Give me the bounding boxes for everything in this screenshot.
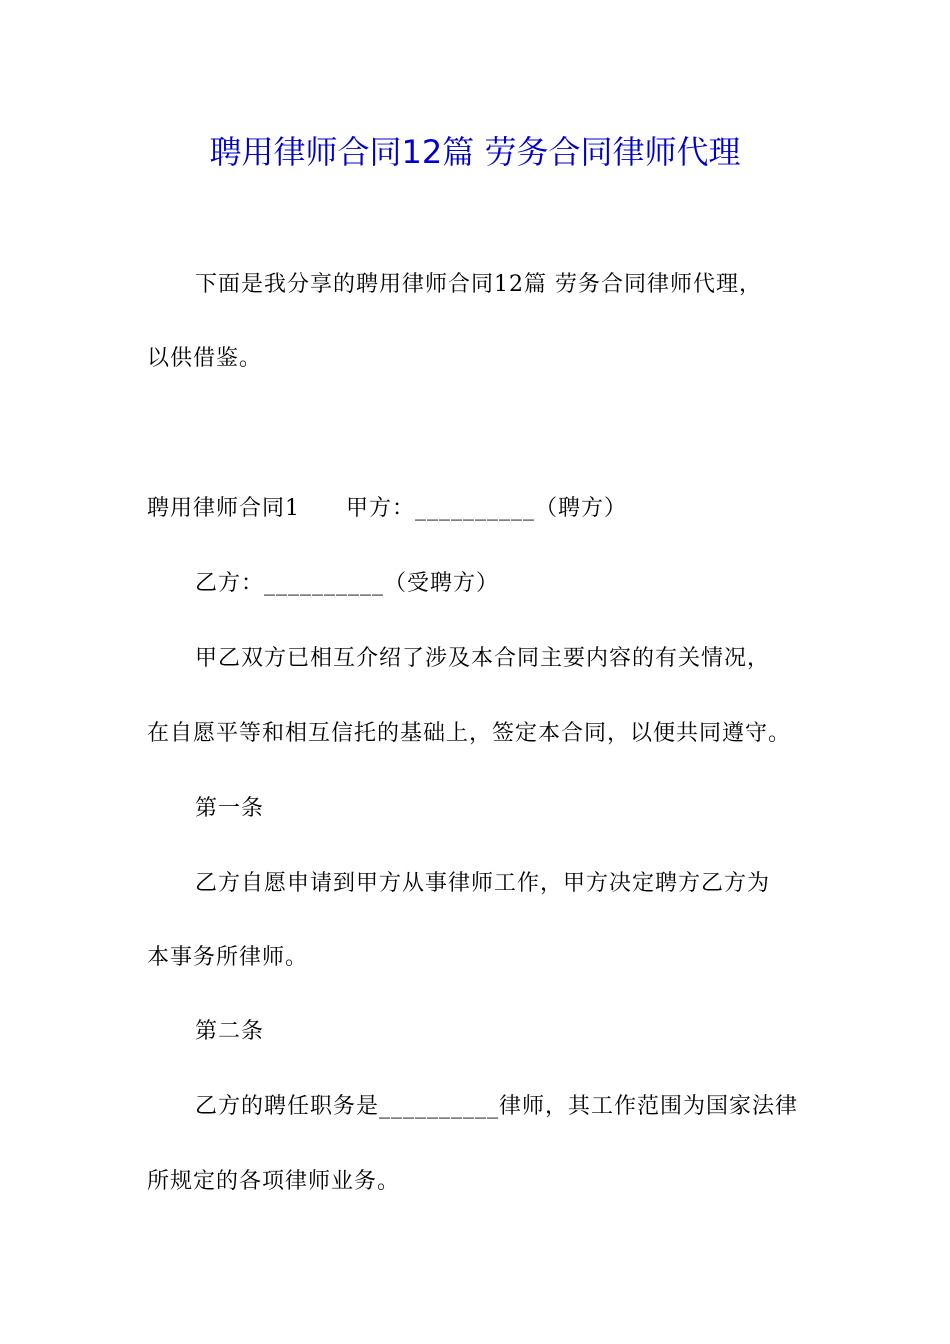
article-1-line-2: 本事务所律师。: [147, 945, 309, 970]
intro-line-1: 下面是我分享的聘用律师合同12篇 劳务合同律师代理，: [195, 272, 762, 297]
article-1-line-1: 乙方自愿申请到甲方从事律师工作，甲方决定聘方乙方为: [195, 871, 771, 896]
article-2-line-2: 所规定的各项律师业务。: [147, 1169, 401, 1194]
article-2-heading: 第二条: [195, 1019, 265, 1044]
party-b-line: 乙方：__________（受聘方）: [195, 571, 500, 596]
article-2-line-1: 乙方的聘任职务是__________律师，其工作范围为国家法律: [195, 1094, 799, 1119]
preamble-line-2: 在自愿平等和相互信托的基础上，签定本合同，以便共同遵守。: [147, 721, 792, 746]
intro-line-2: 以供借鉴。: [147, 346, 263, 371]
preamble-line-1: 甲乙双方已相互介绍了涉及本合同主要内容的有关情况，: [195, 646, 771, 671]
contract-heading-party-a: 聘用律师合同1 甲方：__________（聘方）: [147, 496, 627, 521]
article-1-heading: 第一条: [195, 796, 265, 821]
document-title: 聘用律师合同12篇 劳务合同律师代理: [209, 133, 741, 171]
